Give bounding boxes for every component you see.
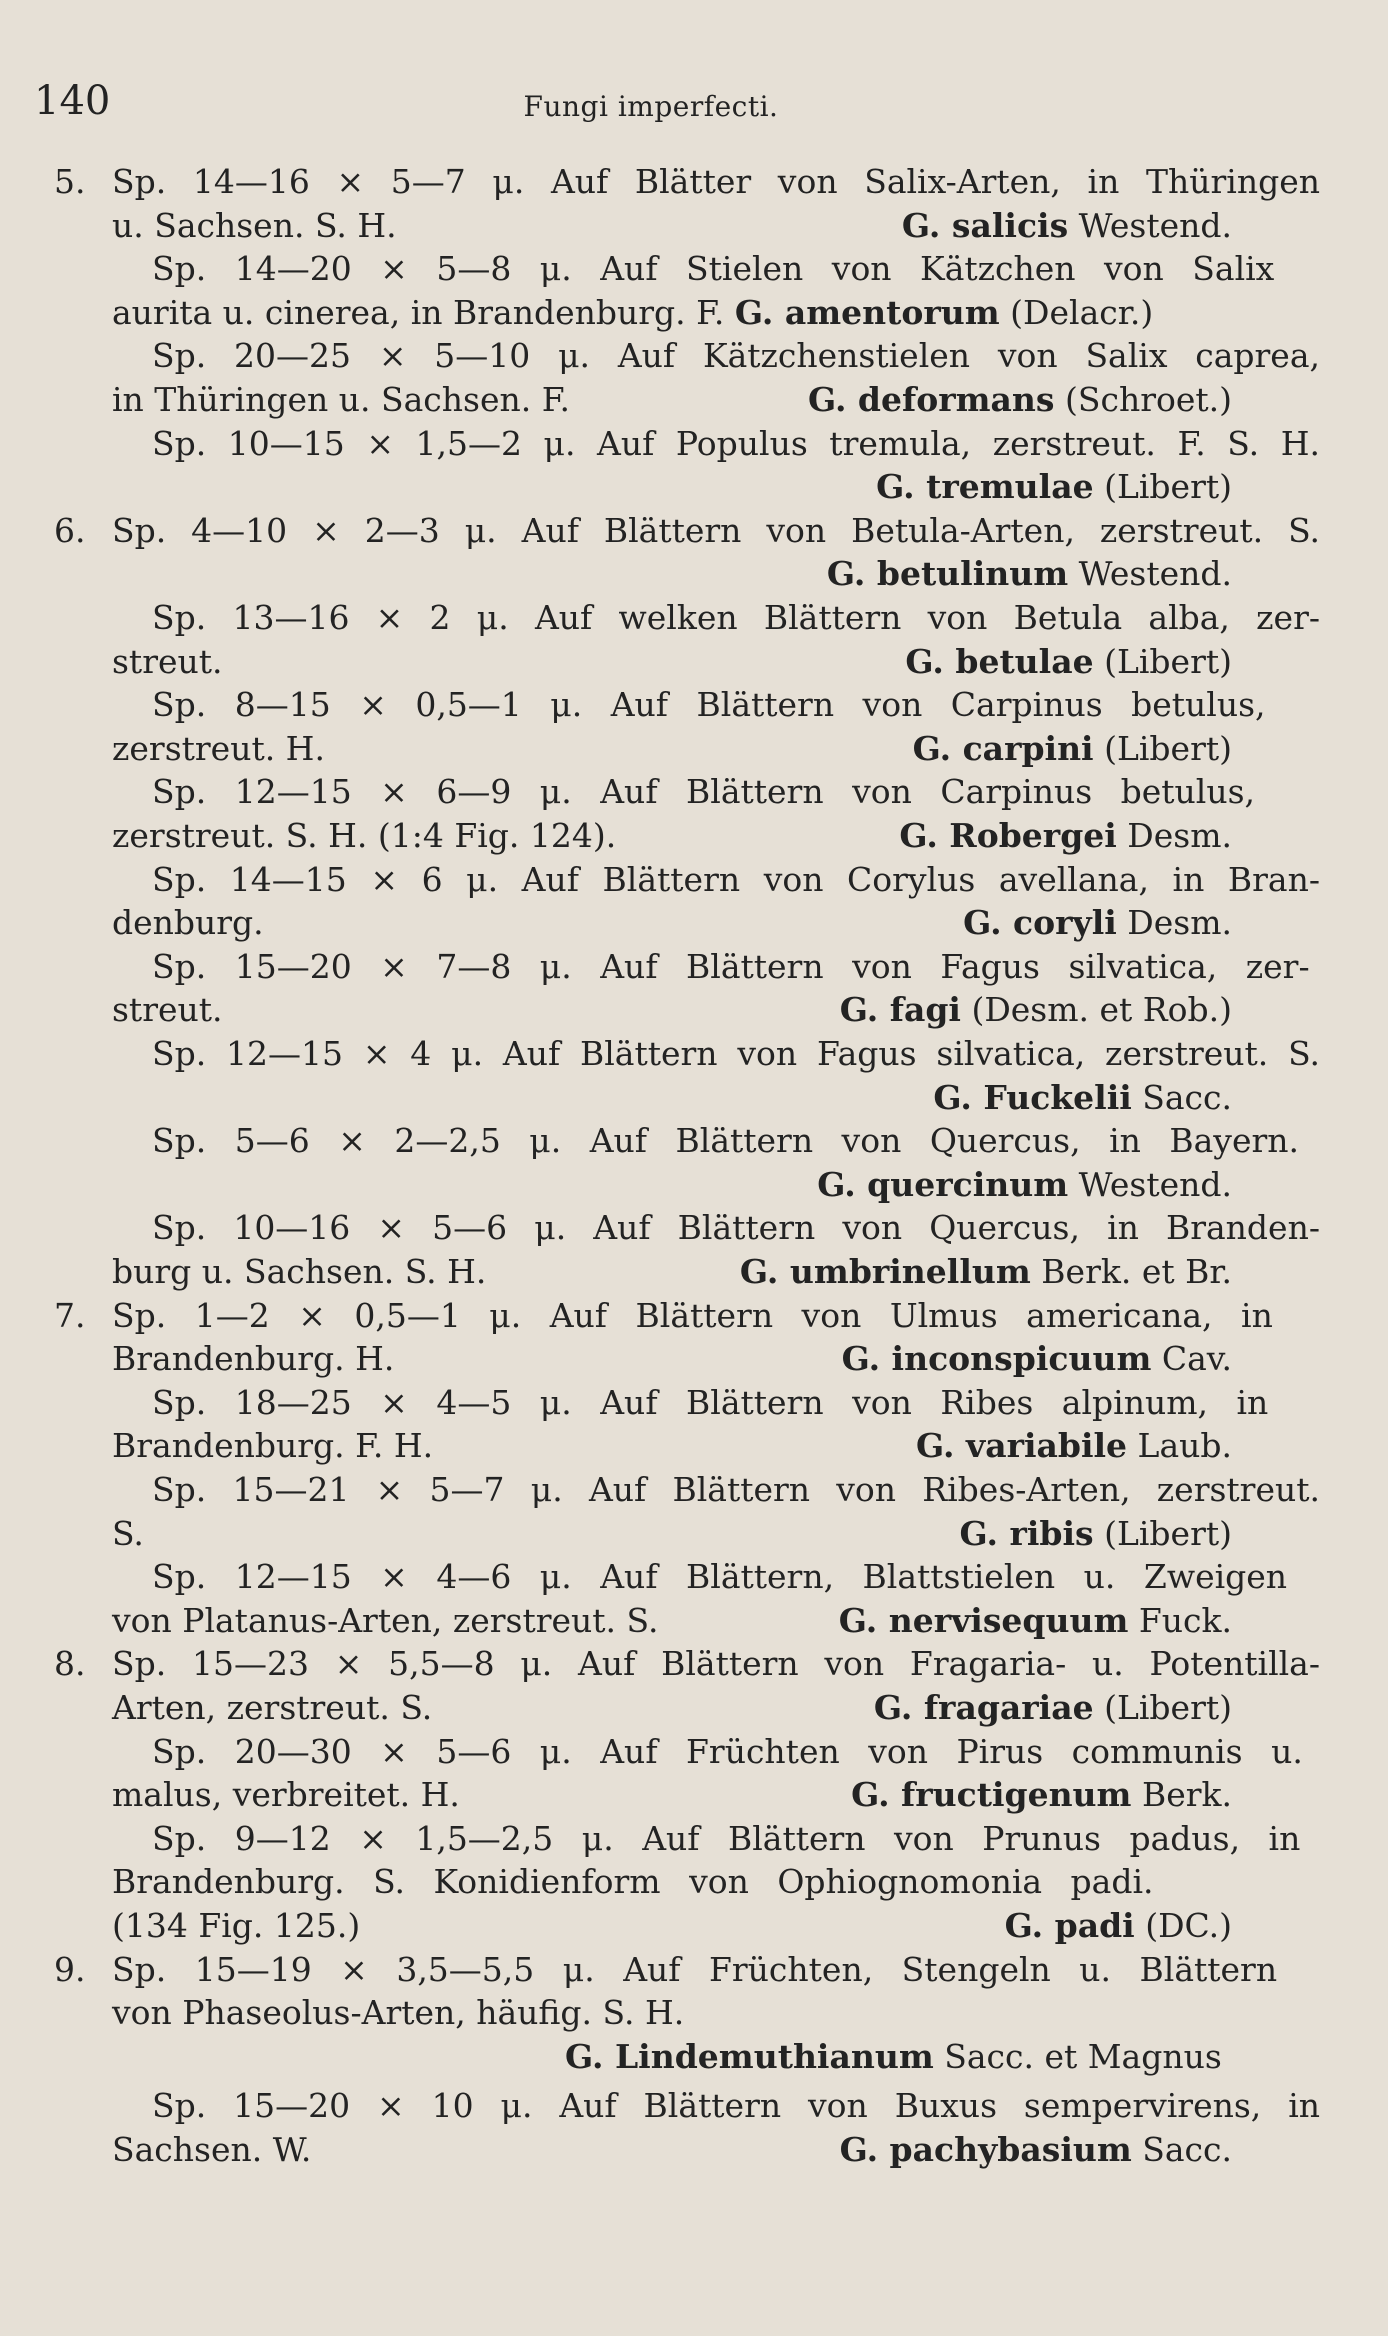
text-line [112, 1424, 1320, 1468]
species-binomial: G. fagi [839, 990, 961, 1030]
description-text: malus, verbreitet. H. [112, 1775, 460, 1815]
species-author: (Libert) [1093, 1688, 1232, 1727]
species-author: (DC.) [1134, 1906, 1232, 1945]
species-binomial: G. inconspicuum [841, 1339, 1152, 1379]
species-author: Desm. [1116, 816, 1232, 855]
species-name [808, 378, 1232, 422]
text-line [112, 552, 1320, 596]
text-line [152, 1817, 1320, 1861]
species-name [724, 293, 1153, 332]
species-name [1005, 1904, 1232, 1948]
text-line [112, 640, 1320, 684]
text-line [54, 1948, 1320, 1992]
species-binomial: G. betulinum [826, 554, 1069, 594]
description-text: Sp. 20—25 × 5—10 μ. Auf Kätzchenstielen von Salix caprea, [152, 336, 1320, 376]
species-name [876, 465, 1232, 509]
description-text: Sp. 4—10 × 2—3 μ. Auf Blättern von Betula-Arten, zerstreut. S. [112, 510, 1320, 550]
species-name [565, 2035, 1222, 2079]
species-name [839, 1599, 1232, 1643]
section-number: 9. [54, 1949, 86, 1989]
text-line [112, 1904, 1320, 1948]
text-line [152, 1730, 1320, 1774]
text-line [152, 334, 1320, 378]
description-text: Sp. 15—23 × 5,5—8 μ. Auf Blättern von Fragaria- u. Potentilla- [112, 1644, 1320, 1684]
text-line [112, 1686, 1320, 1730]
text-line [152, 422, 1320, 466]
description-text: zerstreut. H. [112, 728, 325, 768]
species-author: Berk. et Br. [1030, 1252, 1232, 1291]
text-line [152, 1468, 1320, 1512]
text-line [112, 727, 1320, 771]
species-binomial: G. quercinum [817, 1164, 1069, 1204]
description-text: Arten, zerstreut. S. [112, 1688, 433, 1727]
text-line [152, 1206, 1320, 1250]
description-text: Brandenburg. S. Konidienform von Ophiognomonia padi. [112, 1862, 1154, 1902]
text-line [54, 509, 1320, 553]
species-author: Sacc. et Magnus [933, 2036, 1222, 2076]
species-name [874, 1686, 1232, 1730]
species-author: Laub. [1127, 1426, 1232, 1466]
species-binomial: G. fragariae [873, 1688, 1094, 1727]
description-text: S. [112, 1513, 144, 1553]
species-binomial: G. Robergei [899, 816, 1117, 855]
description-text: Sp. 20—30 × 5—6 μ. Auf Früchten von Pirus communis u. [152, 1731, 1303, 1771]
text-line [112, 1599, 1320, 1643]
description-text: Sp. 15—20 × 7—8 μ. Auf Blättern von Fagus silvatica, zer- [152, 946, 1310, 986]
description-text: von Platanus-Arten, zerstreut. S. [112, 1600, 659, 1640]
text-line [112, 291, 1320, 335]
species-name [902, 204, 1232, 248]
text-line [112, 901, 1320, 945]
species-binomial: G. pachybasium [839, 2130, 1132, 2169]
species-binomial: G. betulae [905, 641, 1094, 681]
text-line [152, 770, 1320, 814]
text-line [112, 988, 1320, 1032]
species-binomial: G. umbrinellum [739, 1252, 1031, 1291]
description-text: Sp. 14—15 × 6 μ. Auf Blättern von Corylus avellana, in Bran- [152, 859, 1320, 899]
species-binomial: G. salicis [901, 205, 1069, 245]
description-text: Sp. 1—2 × 0,5—1 μ. Auf Blättern von Ulmus americana, in [112, 1295, 1273, 1335]
text-line [112, 1163, 1320, 1207]
text-line [152, 858, 1320, 902]
section-number: 5. [54, 162, 86, 201]
species-name [933, 1076, 1232, 1120]
species-name [899, 814, 1232, 858]
text-line [112, 1250, 1320, 1294]
description-text: streut. [112, 641, 223, 681]
description-text: Sp. 9—12 × 1,5—2,5 μ. Auf Blättern von Prunus padus, in [152, 1818, 1301, 1858]
species-binomial: G. deformans [807, 380, 1055, 419]
section-number: 7. [54, 1295, 86, 1335]
page-header [34, 78, 1268, 128]
text-line [112, 1076, 1320, 1120]
species-author: Westend. [1068, 1164, 1232, 1204]
description-text: aurita u. cinerea, in Brandenburg. F. [112, 292, 725, 332]
species-binomial: G. nervisequum [838, 1600, 1129, 1640]
species-binomial: G. fructigenum [851, 1775, 1132, 1815]
species-binomial: G. amentorum [734, 292, 1000, 332]
section-number: 6. [54, 510, 86, 550]
description-text: Sp. 5—6 × 2—2,5 μ. Auf Blättern von Quercus, in Bayern. [152, 1121, 1299, 1161]
species-name [916, 1424, 1232, 1468]
description-text: Sp. 14—20 × 5—8 μ. Auf Stielen von Kätzchen von Salix [152, 249, 1275, 289]
text-line [152, 945, 1320, 989]
description-text: denburg. [112, 903, 264, 943]
text-line [112, 814, 1320, 858]
description-text: in Thüringen u. Sachsen. F. [112, 380, 570, 419]
species-author: Sacc. [1131, 2130, 1232, 2169]
species-author: (Schroet.) [1054, 380, 1232, 419]
text-line [112, 378, 1320, 422]
species-binomial: G. padi [1004, 1906, 1135, 1945]
species-binomial: G. ribis [959, 1513, 1094, 1553]
text-line [54, 1294, 1320, 1338]
species-author: (Desm. et Rob.) [960, 990, 1232, 1030]
species-name [842, 1337, 1232, 1381]
description-text: Sp. 15—20 × 10 μ. Auf Blättern von Buxus sempervirens, in [152, 2086, 1320, 2126]
text-line [152, 247, 1320, 291]
species-binomial: G. carpini [912, 728, 1094, 768]
species-name [827, 552, 1232, 596]
species-author: (Libert) [1093, 467, 1232, 507]
text-line [152, 1119, 1320, 1163]
text-line [152, 1032, 1320, 1076]
text-line [152, 2084, 1320, 2128]
text-line [54, 160, 1320, 204]
species-author: Fuck. [1128, 1600, 1232, 1640]
text-line [152, 1555, 1320, 1599]
species-author: Cav. [1151, 1339, 1232, 1379]
description-text: streut. [112, 990, 223, 1030]
text-line [112, 1860, 1320, 1904]
description-text: Sp. 12—15 × 6—9 μ. Auf Blättern von Carpinus betulus, [152, 772, 1256, 812]
species-binomial: G. variabile [916, 1426, 1128, 1466]
species-name [959, 1512, 1232, 1556]
text-line [112, 1991, 1320, 2035]
text-line [112, 1337, 1320, 1381]
description-text: Sp. 15—21 × 5—7 μ. Auf Blättern von Ribes-Arten, zerstreut. [152, 1470, 1320, 1509]
species-author: Westend. [1068, 554, 1232, 594]
description-text: zerstreut. S. H. (1:4 Fig. 124). [112, 816, 617, 855]
text-line [112, 1512, 1320, 1556]
description-text: Sp. 15—19 × 3,5—5,5 μ. Auf Früchten, Stengeln u. Blättern [112, 1949, 1278, 1989]
species-author: (Libert) [1093, 641, 1232, 681]
text-line [112, 2035, 1320, 2079]
species-name [740, 1250, 1232, 1294]
text-line [112, 1773, 1320, 1817]
description-text: Sp. 10—15 × 1,5—2 μ. Auf Populus tremula, zerstreut. F. S. H. [152, 423, 1320, 463]
text-line [112, 2128, 1320, 2172]
species-name [840, 988, 1232, 1032]
section-number: 8. [54, 1644, 86, 1684]
text-line [112, 465, 1320, 509]
description-text: Sp. 13—16 × 2 μ. Auf welken Blättern von Betula alba, zer- [152, 598, 1320, 637]
species-author: (Libert) [1093, 728, 1232, 768]
description-text: Sp. 12—15 × 4 μ. Auf Blättern von Fagus silvatica, zerstreut. S. [152, 1034, 1320, 1073]
species-author: Sacc. [1131, 1077, 1232, 1117]
description-text: Sp. 18—25 × 4—5 μ. Auf Blättern von Ribes alpinum, in [152, 1382, 1269, 1422]
species-binomial: G. Lindemuthianum [565, 2036, 934, 2076]
description-text: Sachsen. W. [112, 2130, 312, 2169]
species-name [963, 901, 1232, 945]
text-line [112, 204, 1320, 248]
description-text: Brandenburg. F. H. [112, 1426, 434, 1466]
species-name [913, 727, 1232, 771]
species-author: (Libert) [1093, 1513, 1232, 1553]
species-name [817, 1163, 1232, 1207]
description-text: burg u. Sachsen. S. H. [112, 1252, 487, 1291]
species-binomial: G. coryli [963, 903, 1117, 943]
species-author: Desm. [1116, 903, 1232, 943]
species-author: Berk. [1131, 1775, 1232, 1815]
species-author: (Delacr.) [999, 292, 1154, 332]
description-text: Sp. 8—15 × 0,5—1 μ. Auf Blättern von Carpinus betulus, [152, 685, 1266, 725]
species-binomial: G. tremulae [876, 467, 1094, 507]
text-line [152, 596, 1320, 640]
description-text: Sp. 14—16 × 5—7 μ. Auf Blätter von Salix-Arten, in Thüringen [112, 162, 1320, 201]
species-name [905, 640, 1232, 684]
text-line [152, 683, 1320, 727]
text-line [54, 1642, 1320, 1686]
description-text: von Phaseolus-Arten, häufig. S. H. [112, 1993, 685, 2033]
text-line [152, 1381, 1320, 1425]
description-text: u. Sachsen. S. H. [112, 205, 397, 245]
species-binomial: G. Fuckelii [933, 1077, 1132, 1117]
description-text: Sp. 12—15 × 4—6 μ. Auf Blättern, Blattstielen u. Zweigen [152, 1557, 1288, 1597]
species-name [851, 1773, 1232, 1817]
description-text: Sp. 10—16 × 5—6 μ. Auf Blättern von Quercus, in Branden- [152, 1208, 1320, 1248]
species-name [840, 2128, 1232, 2172]
description-text: (134 Fig. 125.) [112, 1906, 361, 1945]
running-head: Fungi imperfecti. [523, 90, 779, 123]
description-text: Brandenburg. H. [112, 1339, 395, 1379]
species-author: Westend. [1068, 205, 1232, 245]
page-number: 140 [34, 78, 111, 124]
